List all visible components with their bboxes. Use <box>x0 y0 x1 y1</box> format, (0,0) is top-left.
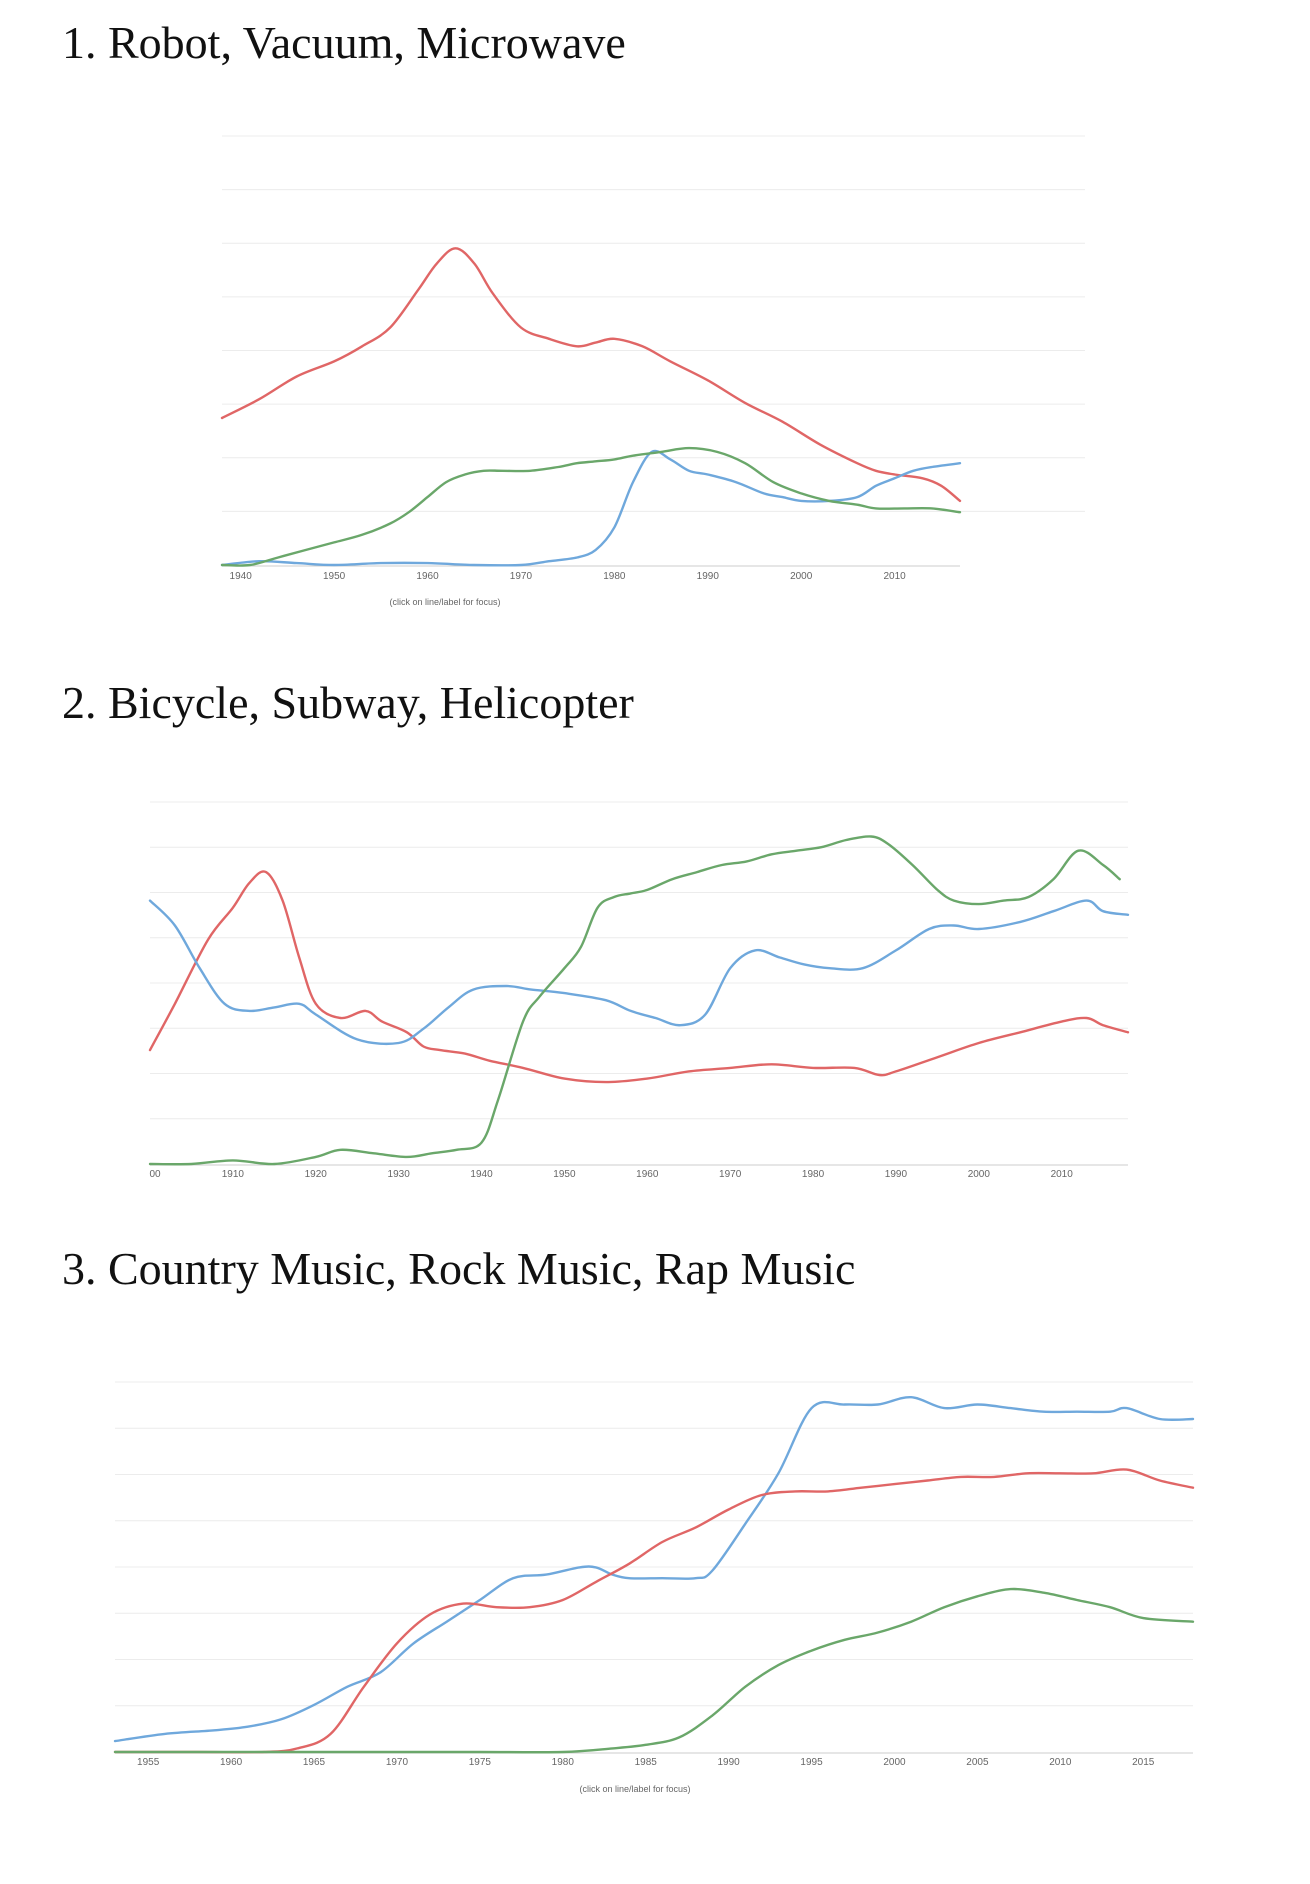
x-tick-label: 1930 <box>387 1169 410 1180</box>
x-tick-label: 1990 <box>717 1757 740 1768</box>
x-tick-label: 1920 <box>304 1169 327 1180</box>
x-tick-label: 1980 <box>603 571 626 582</box>
x-tick-label: 1960 <box>416 571 439 582</box>
x-tick-label: 1940 <box>470 1169 493 1180</box>
x-tick-label: 1990 <box>884 1169 908 1180</box>
x-tick-label: 2010 <box>1049 1757 1072 1768</box>
x-tick-label: 2005 <box>966 1757 989 1768</box>
x-tick-label: 2000 <box>967 1169 990 1180</box>
x-tick-label: 2010 <box>1050 1169 1073 1180</box>
x-tick-label: 1990 <box>696 571 719 582</box>
x-tick-label: 2010 <box>883 571 906 582</box>
x-tick-label: 1910 <box>221 1169 245 1180</box>
focus-hint-note: (click on line/label for focus) <box>579 1784 691 1794</box>
x-tick-label: 2000 <box>790 571 813 582</box>
x-tick-label: 1970 <box>509 571 533 582</box>
series-line-2[interactable] <box>115 1469 1193 1752</box>
x-tick-label: 1970 <box>719 1169 742 1180</box>
series-line-1[interactable] <box>115 1397 1193 1741</box>
x-tick-label: 1965 <box>302 1757 326 1768</box>
x-tick-label: 1950 <box>322 571 346 582</box>
x-tick-label: 1955 <box>137 1757 160 1768</box>
x-tick-label: 1985 <box>634 1757 657 1768</box>
x-tick-label: 1980 <box>551 1757 574 1768</box>
chart-3-heading: 3. Country Music, Rock Music, Rap Music <box>62 1243 856 1294</box>
x-tick-label: 1995 <box>800 1757 823 1768</box>
x-tick-label: 1970 <box>385 1757 409 1768</box>
x-tick-label: 1960 <box>219 1757 243 1768</box>
x-tick-label: 1960 <box>636 1169 659 1180</box>
x-tick-label: 1980 <box>801 1169 825 1180</box>
x-tick-label: 1975 <box>468 1757 491 1768</box>
x-tick-label-cut: 00 <box>149 1169 161 1180</box>
x-tick-label: 2015 <box>1132 1757 1155 1768</box>
x-tick-label: 1950 <box>553 1169 576 1180</box>
x-tick-label: 2000 <box>883 1757 906 1768</box>
focus-hint-note: (click on line/label for focus) <box>389 597 501 607</box>
chart-1-heading: 1. Robot, Vacuum, Microwave <box>62 17 626 68</box>
chart-2-heading: 2. Bicycle, Subway, Helicopter <box>62 677 634 728</box>
x-tick-label: 1940 <box>229 571 252 582</box>
